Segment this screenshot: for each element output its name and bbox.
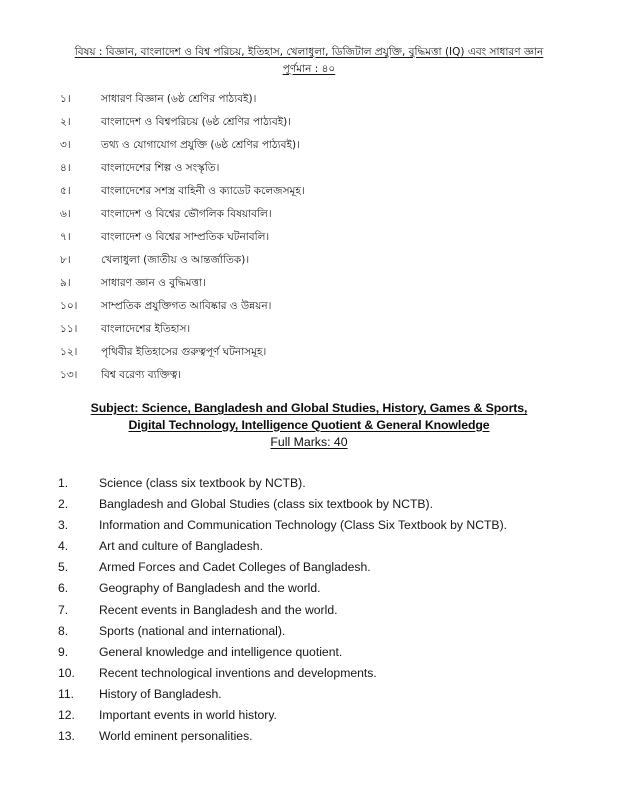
list-item — [0, 621, 618, 642]
list-item-text: সাম্প্রতিক প্রযুক্তিগত আবিষ্কার ও উন্নয়ন। — [101, 300, 272, 312]
list-item-text: Recent events in Bangladesh and the world. — [99, 602, 338, 617]
list-item-text: বাংলাদেশ ও বিশ্বপরিচয় (৬ষ্ঠ শ্রেণির পাঠ্যবই)। — [101, 116, 292, 128]
list-item-text: Geography of Bangladesh and the world. — [99, 581, 321, 596]
bengali-marks-line: পূর্ণমান : ৪০ — [282, 63, 336, 75]
bengali-subject-line: বিষয় : বিজ্ঞান, বাংলাদেশ ও বিশ্ব পরিচয়, ইতিহাস, খেলাধুলা, ডিজিটাল প্রযুক্তি, বুদ্ধিমত্তা (IQ) এবং সাধারণ জ্ঞান — [74, 46, 544, 58]
list-item — [0, 318, 618, 341]
english-full-marks-text: Full Marks: 40 — [270, 435, 348, 449]
list-item — [0, 249, 618, 272]
list-item-text: বাংলাদেশ ও বিশ্বের ভৌগলিক বিষয়াবলি। — [101, 208, 272, 220]
list-item — [0, 536, 618, 557]
list-item-text: Recent technological inventions and developments. — [99, 665, 377, 680]
list-item-number: 5. — [58, 560, 69, 575]
list-item — [0, 341, 618, 364]
list-item-number: ১। — [60, 93, 71, 105]
list-item-text: General knowledge and intelligence quotient. — [99, 644, 343, 659]
list-item-number: ৯। — [60, 277, 71, 289]
list-item-text: Bangladesh and Global Studies (class six textbook by NCTB). — [99, 497, 433, 512]
list-item — [0, 705, 618, 726]
list-item-number: ৭। — [60, 231, 71, 243]
list-item — [0, 726, 618, 747]
list-item — [0, 364, 618, 387]
list-item — [0, 226, 618, 249]
list-item-text: বাংলাদেশ ও বিশ্বের সাম্প্রতিক ঘটনাবলি। — [101, 231, 270, 243]
list-item — [0, 494, 618, 515]
list-item — [0, 663, 618, 684]
list-item-number: 4. — [58, 539, 69, 554]
list-item-number: ৬। — [60, 208, 71, 220]
list-item — [0, 272, 618, 295]
list-item-text: বিশ্ব বরেণ্য ব্যক্তিত্ব। — [101, 369, 182, 381]
list-item-number: ২। — [60, 116, 71, 128]
list-item — [0, 88, 618, 111]
bengali-syllabus-list — [0, 88, 618, 387]
list-item-number: ৮। — [60, 254, 71, 266]
list-item-number: 2. — [58, 497, 69, 512]
list-item — [0, 642, 618, 663]
list-item-number: ১১। — [60, 323, 78, 335]
english-title-line-1: Subject: Science, Bangladesh and Global Studies, History, Games & Sports, — [90, 401, 528, 415]
list-item-number: ৫। — [60, 185, 71, 197]
bengali-header — [0, 44, 618, 78]
list-item — [0, 515, 618, 536]
list-item-number: ১২। — [60, 346, 78, 358]
list-item-text: World eminent personalities. — [99, 729, 253, 744]
list-item-number: ১৩। — [60, 369, 78, 381]
list-item-text: তথ্য ও যোগাযোগ প্রযুক্তি (৬ষ্ঠ শ্রেণির পাঠ্যবই)। — [101, 139, 300, 151]
list-item-number: 13. — [58, 729, 75, 744]
list-item-text: Science (class six textbook by NCTB). — [99, 476, 306, 490]
list-item-number: 10. — [58, 665, 75, 680]
list-item-number: 12. — [58, 708, 75, 723]
list-item — [0, 684, 618, 705]
list-item — [0, 111, 618, 134]
list-item-text: পৃথিবীর ইতিহাসের গুরুত্বপূর্ণ ঘটনাসমূহ। — [101, 346, 267, 358]
list-item — [0, 134, 618, 157]
list-item-number: 9. — [58, 644, 69, 659]
list-item — [0, 600, 618, 621]
list-item-number: 6. — [58, 581, 69, 596]
list-item-number: 7. — [58, 602, 69, 617]
list-item — [0, 203, 618, 226]
list-item-text: Armed Forces and Cadet Colleges of Bangladesh. — [99, 560, 371, 575]
list-item-text: History of Bangladesh. — [99, 686, 222, 701]
list-item-number: 3. — [58, 518, 69, 533]
list-item-text: বাংলাদেশের শিল্প ও সংস্কৃতি। — [101, 162, 220, 174]
list-item-number: 8. — [58, 623, 69, 638]
english-title-line-2: Digital Technology, Intelligence Quotient & General Knowledge — [128, 417, 490, 432]
list-item-number: ১০। — [60, 300, 78, 312]
list-item — [0, 578, 618, 599]
list-item-number: 1. — [58, 476, 69, 490]
list-item — [0, 557, 618, 578]
list-item — [0, 473, 618, 494]
list-item-text: Sports (national and international). — [99, 623, 286, 638]
list-item-text: সাধারণ জ্ঞান ও বুদ্ধিমত্তা। — [101, 277, 206, 289]
list-item-text: Important events in world history. — [99, 708, 277, 723]
list-item-text: Information and Communication Technology (Class Six Textbook by NCTB). — [99, 518, 508, 533]
list-item-text: বাংলাদেশের সশস্ত্র বাহিনী ও ক্যাডেট কলেজসমূহ। — [101, 185, 305, 197]
list-item — [0, 157, 618, 180]
list-item-text: সাধারণ বিজ্ঞান (৬ষ্ঠ শ্রেণির পাঠ্যবই)। — [101, 93, 257, 105]
list-item-text: বাংলাদেশের ইতিহাস। — [101, 323, 191, 335]
list-item-text: Art and culture of Bangladesh. — [99, 539, 263, 554]
list-item-text: খেলাধুলা (জাতীয় ও আন্তর্জাতিক)। — [101, 254, 250, 266]
list-item-number: ৩। — [60, 139, 71, 151]
list-item-number: ৪। — [60, 162, 71, 174]
english-title — [0, 400, 618, 433]
list-item — [0, 180, 618, 203]
english-full-marks — [0, 434, 618, 450]
english-syllabus-list — [0, 473, 618, 747]
list-item — [0, 295, 618, 318]
list-item-number: 11. — [58, 686, 75, 701]
